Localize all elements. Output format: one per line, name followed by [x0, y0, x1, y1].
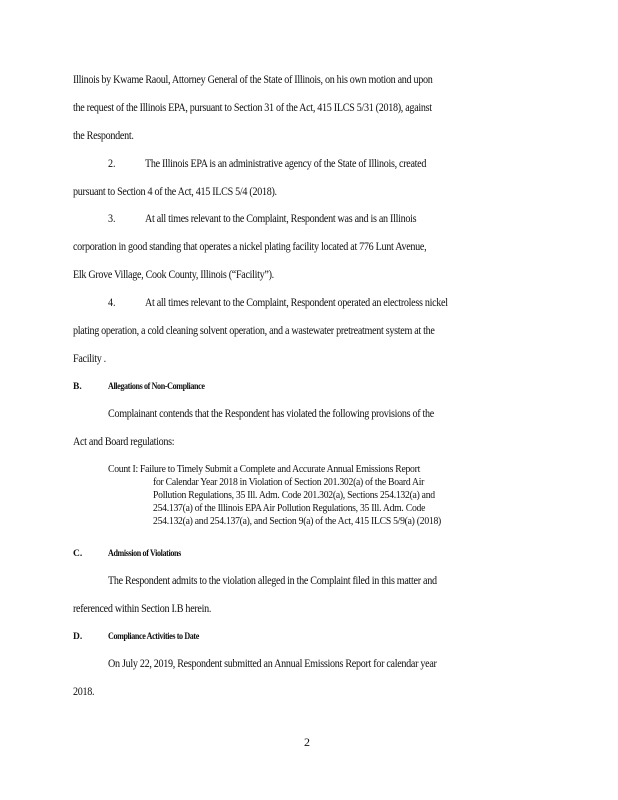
section-d-letter: D.: [73, 632, 83, 642]
intro-line-1: Illinois by Kwame Raoul, Attorney General of the State of Illinois, on his own motion and upon: [73, 74, 433, 86]
section-b-letter: B.: [73, 382, 82, 392]
section-c-heading: Admission of Violations: [108, 549, 181, 559]
paragraph-4-line-3: Facility .: [73, 353, 106, 365]
paragraph-4-line-1: At all times relevant to the Complaint, Respondent operated an electroless nickel: [145, 297, 448, 309]
paragraph-4-line-2: plating operation, a cold cleaning solvent operation, and a wastewater pretreatment system at the: [73, 325, 435, 337]
paragraph-3-line-2: corporation in good standing that operates a nickel plating facility located at 776 Lunt Avenue,: [73, 241, 427, 253]
paragraph-number: 4.: [108, 297, 116, 309]
count-title-line-1: Count I: Failure to Timely Submit a Complete and Accurate Annual Emissions Report: [108, 463, 421, 475]
page-number: 2: [304, 735, 310, 749]
section-d-heading: Compliance Activities to Date: [108, 632, 199, 642]
paragraph-2-line-1: The Illinois EPA is an administrative agency of the State of Illinois, created: [145, 158, 427, 170]
intro-line-2: the request of the Illinois EPA, pursuant to Section 31 of the Act, 415 ILCS 5/31 (2018), against: [73, 102, 432, 114]
section-b-heading: Allegations of Non-Compliance: [108, 382, 205, 392]
section-b-line-2: Act and Board regulations:: [73, 436, 175, 448]
count-title-line-2: for Calendar Year 2018 in Violation of Section 201.302(a) of the Board Air: [153, 476, 425, 488]
intro-line-3: the Respondent.: [73, 130, 134, 142]
section-c-line-1: The Respondent admits to the violation alleged in the Complaint filed in this matter and: [108, 575, 437, 587]
paragraph-number: 2.: [108, 158, 116, 170]
section-c-letter: C.: [73, 549, 83, 559]
paragraph-3-line-1: At all times relevant to the Complaint, Respondent was and is an Illinois: [145, 213, 417, 225]
paragraph-2-line-2: pursuant to Section 4 of the Act, 415 ILCS 5/4 (2018).: [73, 186, 277, 198]
count-title-line-3: Pollution Regulations, 35 Ill. Adm. Code 201.302(a), Sections 254.132(a) and: [153, 489, 435, 501]
section-c-line-2: referenced within Section I.B herein.: [73, 603, 212, 615]
paragraph-3-line-3: Elk Grove Village, Cook County, Illinois (“Facility”).: [73, 269, 274, 281]
count-title-line-4: 254.137(a) of the Illinois EPA Air Pollution Regulations, 35 Ill. Adm. Code: [153, 502, 426, 514]
count-title-line-5: 254.132(a) and 254.137(a), and Section 9(a) of the Act, 415 ILCS 5/9(a) (2018): [153, 515, 442, 527]
paragraph-number: 3.: [108, 213, 116, 225]
section-d-line-2: 2018.: [73, 686, 95, 698]
section-d-line-1: On July 22, 2019, Respondent submitted an Annual Emissions Report for calendar year: [108, 658, 437, 670]
section-b-line-1: Complainant contends that the Respondent has violated the following provisions of the: [108, 408, 434, 420]
